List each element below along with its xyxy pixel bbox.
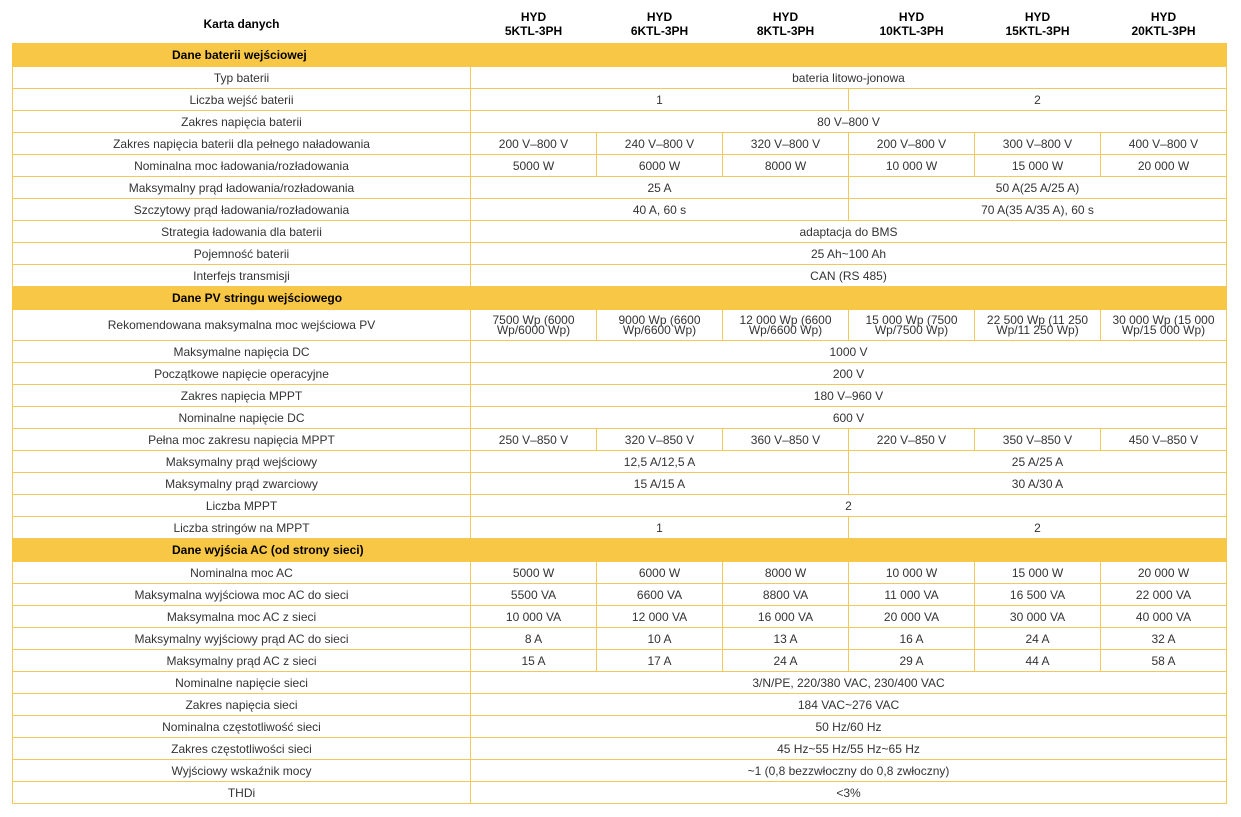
spec-label: Nominalne napięcie DC: [13, 407, 471, 429]
spec-row: [13, 473, 1227, 495]
spec-value: 25 Ah~100 Ah: [471, 243, 1227, 265]
spec-label: Liczba MPPT: [13, 495, 471, 517]
spec-value: 45 Hz~55 Hz/55 Hz~65 Hz: [471, 738, 1227, 760]
spec-value: 25 A: [471, 177, 849, 199]
spec-row: [13, 451, 1227, 473]
spec-value: 16 000 VA: [723, 606, 849, 628]
spec-label: Zakres napięcia MPPT: [13, 385, 471, 407]
spec-label: Zakres napięcia baterii dla pełnego naładowania: [13, 133, 471, 155]
model-line-2: 10KTL-3PH: [879, 23, 944, 38]
spec-value: 30 000 VA: [975, 606, 1101, 628]
spec-row: [13, 89, 1227, 111]
spec-row: [13, 562, 1227, 584]
spec-value: 200 V–800 V: [849, 133, 975, 155]
model-line-2: 8KTL-3PH: [756, 23, 815, 38]
spec-value-line-2: Wp/6000 Wp): [496, 323, 571, 337]
spec-value: 13 A: [723, 628, 849, 650]
spec-value-line-2: Wp/11 250 Wp): [996, 323, 1079, 337]
spec-value: 200 V: [471, 363, 1227, 385]
spec-value: 32 A: [1101, 628, 1227, 650]
model-header: [597, 4, 723, 44]
spec-label: Początkowe napięcie operacyjne: [13, 363, 471, 385]
spec-label: Pojemność baterii: [13, 243, 471, 265]
spec-row: [13, 738, 1227, 760]
spec-label: Nominalna moc ładowania/rozładowania: [13, 155, 471, 177]
spec-value: 2: [849, 517, 1227, 539]
spec-value: 184 VAC~276 VAC: [471, 694, 1227, 716]
spec-value-line-1: 30 000 Wp (15 000: [1112, 313, 1215, 327]
spec-value: adaptacja do BMS: [471, 221, 1227, 243]
spec-value: 1: [471, 517, 849, 539]
spec-value: 12,5 A/12,5 A: [471, 451, 849, 473]
spec-value: 3/N/PE, 220/380 VAC, 230/400 VAC: [471, 672, 1227, 694]
spec-table: [12, 4, 1227, 804]
spec-row: [13, 177, 1227, 199]
spec-row: [13, 385, 1227, 407]
spec-row: [13, 133, 1227, 155]
spec-value: 2: [471, 495, 1227, 517]
spec-value: 20 000 W: [1101, 562, 1227, 584]
section-header-row: [13, 539, 1227, 562]
spec-row: [13, 495, 1227, 517]
spec-label: Zakres napięcia sieci: [13, 694, 471, 716]
spec-value: 1: [471, 89, 849, 111]
spec-value: 10 000 W: [849, 155, 975, 177]
spec-value: 2: [849, 89, 1227, 111]
spec-value-line-1: 12 000 Wp (6600: [739, 313, 832, 327]
spec-label: Liczba wejść baterii: [13, 89, 471, 111]
spec-row: [13, 67, 1227, 89]
spec-value: 6000 W: [597, 155, 723, 177]
spec-value: [1101, 310, 1227, 341]
spec-value: 15 000 W: [975, 562, 1101, 584]
spec-value: 16 A: [849, 628, 975, 650]
spec-value: 44 A: [975, 650, 1101, 672]
spec-value: 50 Hz/60 Hz: [471, 716, 1227, 738]
spec-value: 5000 W: [471, 155, 597, 177]
spec-value: 250 V–850 V: [471, 429, 597, 451]
spec-value: [597, 310, 723, 341]
spec-label: Maksymalny prąd wejściowy: [13, 451, 471, 473]
spec-label: Maksymalny prąd AC z sieci: [13, 650, 471, 672]
spec-row: [13, 341, 1227, 363]
spec-value: 360 V–850 V: [723, 429, 849, 451]
spec-value: 40 A, 60 s: [471, 199, 849, 221]
section-header-row: [13, 287, 1227, 310]
spec-value: 10 000 VA: [471, 606, 597, 628]
spec-value: 15 A: [471, 650, 597, 672]
spec-value: 6600 VA: [597, 584, 723, 606]
spec-value: 58 A: [1101, 650, 1227, 672]
model-line-1: HYD: [898, 9, 925, 24]
model-line-1: HYD: [772, 9, 799, 24]
spec-value: 70 A(35 A/35 A), 60 s: [849, 199, 1227, 221]
spec-label: Typ baterii: [13, 67, 471, 89]
spec-value: 15 000 W: [975, 155, 1101, 177]
spec-value: 600 V: [471, 407, 1227, 429]
table-title: Karta danych: [203, 16, 280, 31]
section-title: Dane baterii wejściowej: [13, 44, 1227, 67]
spec-body: [13, 44, 1227, 804]
spec-row: [13, 672, 1227, 694]
spec-value: 22 000 VA: [1101, 584, 1227, 606]
section-title: Dane PV stringu wejściowego: [13, 287, 1227, 310]
spec-row: [13, 221, 1227, 243]
spec-row: [13, 199, 1227, 221]
spec-label: Maksymalny prąd zwarciowy: [13, 473, 471, 495]
spec-row: [13, 694, 1227, 716]
spec-row: [13, 517, 1227, 539]
spec-row: [13, 155, 1227, 177]
spec-value-line-2: Wp/6600 Wp): [622, 323, 697, 337]
spec-value: bateria litowo-jonowa: [471, 67, 1227, 89]
spec-value: 240 V–800 V: [597, 133, 723, 155]
spec-value: 180 V–960 V: [471, 385, 1227, 407]
spec-value: 300 V–800 V: [975, 133, 1101, 155]
model-line-1: HYD: [1024, 9, 1051, 24]
spec-value: 50 A(25 A/25 A): [849, 177, 1227, 199]
spec-value: [975, 310, 1101, 341]
spec-label: Nominalna częstotliwość sieci: [13, 716, 471, 738]
model-line-2: 5KTL-3PH: [504, 23, 563, 38]
header-row: [13, 4, 1227, 44]
spec-value: 220 V–850 V: [849, 429, 975, 451]
spec-value: 80 V–800 V: [471, 111, 1227, 133]
spec-row: [13, 265, 1227, 287]
spec-value: 16 500 VA: [975, 584, 1101, 606]
spec-label: Pełna moc zakresu napięcia MPPT: [13, 429, 471, 451]
spec-label: Maksymalna moc AC z sieci: [13, 606, 471, 628]
spec-value: 400 V–800 V: [1101, 133, 1227, 155]
model-line-1: HYD: [1150, 9, 1177, 24]
model-header: [471, 4, 597, 44]
spec-label: Zakres częstotliwości sieci: [13, 738, 471, 760]
spec-row: [13, 429, 1227, 451]
spec-row: [13, 310, 1227, 341]
spec-row: [13, 111, 1227, 133]
spec-row: [13, 363, 1227, 385]
spec-label: Liczba stringów na MPPT: [13, 517, 471, 539]
model-line-2: 20KTL-3PH: [1131, 23, 1196, 38]
spec-value-line-1: 15 000 Wp (7500: [865, 313, 958, 327]
model-header: [849, 4, 975, 44]
spec-label: Maksymalny wyjściowy prąd AC do sieci: [13, 628, 471, 650]
spec-value-line-2: Wp/7500 Wp): [874, 323, 949, 337]
spec-value: 17 A: [597, 650, 723, 672]
spec-value: CAN (RS 485): [471, 265, 1227, 287]
spec-label: Nominalna moc AC: [13, 562, 471, 584]
spec-value: [471, 310, 597, 341]
spec-label: Maksymalne napięcia DC: [13, 341, 471, 363]
spec-row: [13, 650, 1227, 672]
spec-value: 320 V–800 V: [723, 133, 849, 155]
model-header: [723, 4, 849, 44]
spec-value: 5000 W: [471, 562, 597, 584]
spec-label: Strategia ładowania dla baterii: [13, 221, 471, 243]
spec-label: Interfejs transmisji: [13, 265, 471, 287]
spec-value: 1000 V: [471, 341, 1227, 363]
spec-label: Zakres napięcia baterii: [13, 111, 471, 133]
model-line-2: 6KTL-3PH: [630, 23, 689, 38]
spec-label: Nominalne napięcie sieci: [13, 672, 471, 694]
spec-value: 40 000 VA: [1101, 606, 1227, 628]
spec-row: [13, 760, 1227, 782]
spec-value: 8000 W: [723, 155, 849, 177]
spec-label: Maksymalny prąd ładowania/rozładowania: [13, 177, 471, 199]
spec-value: 20 000 VA: [849, 606, 975, 628]
model-header: [975, 4, 1101, 44]
section-header-row: [13, 44, 1227, 67]
spec-value: 25 A/25 A: [849, 451, 1227, 473]
spec-label: Rekomendowana maksymalna moc wejściowa PV: [13, 310, 471, 341]
spec-value: 5500 VA: [471, 584, 597, 606]
spec-value: 350 V–850 V: [975, 429, 1101, 451]
model-line-1: HYD: [646, 9, 673, 24]
spec-value: 10 000 W: [849, 562, 975, 584]
spec-value: 320 V–850 V: [597, 429, 723, 451]
spec-label: Wyjściowy wskaźnik mocy: [13, 760, 471, 782]
spec-value: 24 A: [975, 628, 1101, 650]
spec-value: 30 A/30 A: [849, 473, 1227, 495]
spec-value: 10 A: [597, 628, 723, 650]
spec-value: 200 V–800 V: [471, 133, 597, 155]
spec-label: Maksymalna wyjściowa moc AC do sieci: [13, 584, 471, 606]
spec-value: 29 A: [849, 650, 975, 672]
spec-row: [13, 243, 1227, 265]
spec-value: <3%: [471, 782, 1227, 804]
spec-value: 15 A/15 A: [471, 473, 849, 495]
spec-value-line-2: Wp/15 000 Wp): [1121, 323, 1206, 337]
spec-value: 8 A: [471, 628, 597, 650]
spec-label: THDi: [13, 782, 471, 804]
spec-row: [13, 606, 1227, 628]
spec-row: [13, 716, 1227, 738]
section-title: Dane wyjścia AC (od strony sieci): [13, 539, 1227, 562]
spec-value: 24 A: [723, 650, 849, 672]
spec-value-line-2: Wp/6600 Wp): [748, 323, 823, 337]
datasheet: [12, 4, 1226, 804]
spec-value: 20 000 W: [1101, 155, 1227, 177]
spec-value-line-1: 22 500 Wp (11 250: [986, 313, 1089, 327]
model-line-2: 15KTL-3PH: [1005, 23, 1070, 38]
spec-value: [849, 310, 975, 341]
spec-row: [13, 782, 1227, 804]
spec-row: [13, 628, 1227, 650]
spec-value: [723, 310, 849, 341]
spec-value-line-1: 9000 Wp (6600: [618, 313, 701, 327]
model-line-1: HYD: [520, 9, 547, 24]
spec-value: 12 000 VA: [597, 606, 723, 628]
spec-value: 8800 VA: [723, 584, 849, 606]
spec-value: 450 V–850 V: [1101, 429, 1227, 451]
spec-value: 6000 W: [597, 562, 723, 584]
spec-value: 11 000 VA: [849, 584, 975, 606]
spec-label: Szczytowy prąd ładowania/rozładowania: [13, 199, 471, 221]
model-header: [1101, 4, 1227, 44]
spec-value-line-1: 7500 Wp (6000: [492, 313, 575, 327]
spec-row: [13, 584, 1227, 606]
spec-value: ~1 (0,8 bezzwłoczny do 0,8 zwłoczny): [471, 760, 1227, 782]
spec-value: 8000 W: [723, 562, 849, 584]
spec-row: [13, 407, 1227, 429]
